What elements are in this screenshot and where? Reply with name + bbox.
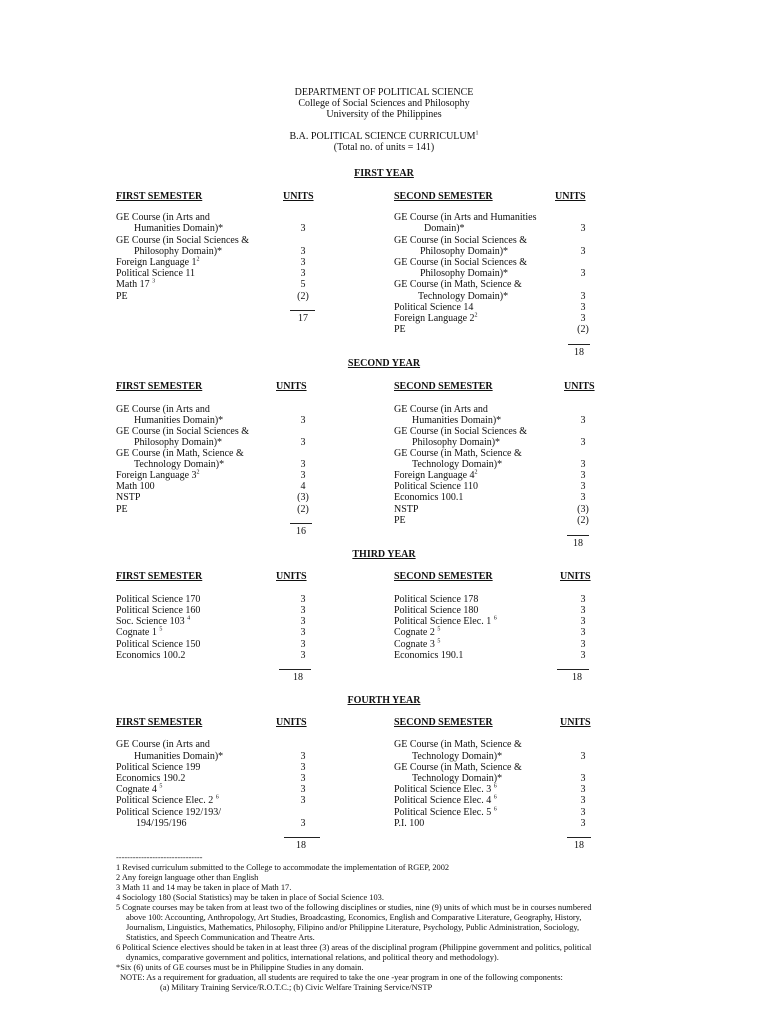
course-line: GE Course (in Arts and (116, 739, 210, 750)
year-title-first: FIRST YEAR (354, 168, 414, 179)
units-heading: UNITS (560, 717, 591, 728)
university-name: University of the Philippines (326, 109, 442, 120)
course-line: PE (116, 291, 128, 302)
units-value: 3 (300, 437, 306, 448)
course-line: GE Course (in Math, Science & (394, 448, 522, 459)
semester-total: 18 (573, 538, 583, 549)
course-line: Political Science Elec. 2 $^6$ (116, 794, 219, 806)
units-value: 3 (580, 437, 586, 448)
second-semester-heading: SECOND SEMESTER (394, 191, 493, 202)
course-line: Philosophy Domain)* (420, 246, 509, 257)
course-line: Political Science 14 (394, 302, 474, 313)
units-value: 3 (580, 784, 586, 795)
course-line: Foreign Language $2^2$ (394, 312, 478, 324)
units-value: 3 (300, 773, 306, 784)
units-value: 3 (580, 268, 586, 279)
units-value: 3 (300, 795, 306, 806)
college-name: College of Social Sciences and Philosophy (298, 98, 470, 109)
course-line: Economics 100.2 (116, 650, 186, 661)
course-line: Political Science 11 (116, 268, 196, 279)
units-value: 3 (580, 302, 586, 313)
course-line: GE Course (in Arts and Humanities (394, 212, 537, 223)
units-value: 3 (580, 415, 586, 426)
units-value: 3 (300, 594, 306, 605)
course-line: Humanities Domain)* (134, 751, 224, 762)
units-value: (2) (577, 515, 589, 526)
units-value: 3 (300, 639, 306, 650)
course-line: Political Science 192/193/ (116, 807, 221, 818)
course-line: Economics 100.1 (394, 492, 464, 503)
course-line: Philosophy Domain)* (420, 268, 509, 279)
units-value: 3 (580, 470, 586, 481)
units-value: (3) (297, 492, 309, 503)
course-line: PE (394, 324, 406, 335)
units-value: 5 (300, 279, 306, 290)
units-value: (3) (577, 504, 589, 515)
total-rule (290, 310, 315, 311)
footnote-6-cont: dynamics, comparative government and politics, international relations, and political theory and methodology). (126, 953, 499, 962)
semester-total: 16 (296, 526, 306, 537)
units-value: 3 (300, 751, 306, 762)
course-line: Math 17 $^3$ (116, 278, 156, 290)
total-units: (Total no. of units = 141) (333, 142, 435, 153)
units-value: 3 (580, 594, 586, 605)
course-line: Domain)* (424, 223, 465, 234)
units-value: 3 (580, 605, 586, 616)
total-rule (567, 837, 591, 838)
units-value: 3 (300, 762, 306, 773)
course-line: Economics 190.2 (116, 773, 186, 784)
units-value: 3 (580, 807, 586, 818)
year-title-second: SECOND YEAR (347, 358, 421, 369)
footnote-nstp-options: (a) Military Training Service/R.O.T.C.; (b) Civic Welfare Training Service/NSTP (160, 983, 433, 992)
footnote-4: 4 Sociology 180 (Social Statistics) may be taken in place of Social Science 103. (116, 893, 384, 902)
course-line: GE Course (in Social Sciences & (394, 235, 528, 246)
course-line: Philosophy Domain)* (412, 437, 501, 448)
course-line: Philosophy Domain)* (134, 437, 223, 448)
course-line: Foreign Language $4^2$ (394, 469, 478, 481)
units-value: 3 (580, 751, 586, 762)
department-title: DEPARTMENT OF POLITICAL SCIENCE (294, 87, 474, 98)
course-line: Cognate 1 $^5$ (116, 626, 163, 638)
footnote-2: 2 Any foreign language other than English (116, 873, 259, 882)
units-value: 3 (580, 313, 586, 324)
course-line: GE Course (in Arts and (116, 404, 210, 415)
course-line: Philosophy Domain)* (134, 246, 223, 257)
units-heading: UNITS (564, 381, 595, 392)
course-line: Cognate 3 $^5$ (394, 638, 441, 650)
course-line: Humanities Domain)* (134, 415, 224, 426)
semester-total: 17 (298, 313, 308, 324)
units-value: 3 (300, 246, 306, 257)
units-heading: UNITS (276, 381, 307, 392)
course-line: Political Science 170 (116, 594, 201, 605)
course-line: Political Science Elec. 5 $^6$ (394, 806, 497, 818)
units-value: 3 (300, 605, 306, 616)
course-line: GE Course (in Math, Science & (116, 448, 244, 459)
course-line: Technology Domain)* (412, 773, 503, 784)
units-heading: UNITS (276, 717, 307, 728)
units-value: 3 (300, 257, 306, 268)
course-line: 194/195/196 (136, 818, 187, 829)
footnote-6: 6 Political Science electives should be taken in at least three (3) areas of the disciplinal program (Philippine government and politics, political (116, 943, 592, 952)
footnote-divider: ------------------------------- (116, 853, 203, 862)
course-line: Political Science 150 (116, 639, 201, 650)
units-heading: UNITS (555, 191, 586, 202)
footnote-1: 1 Revised curriculum submitted to the College to accommodate the implementation of RGEP, 2002 (116, 863, 450, 872)
course-line: Technology Domain)* (134, 459, 225, 470)
units-heading: UNITS (560, 571, 591, 582)
course-line: Political Science 110 (394, 481, 479, 492)
semester-total: 18 (574, 840, 584, 851)
units-value: 3 (300, 616, 306, 627)
footnote-3: 3 Math 11 and 14 may be taken in place of Math 17. (116, 883, 292, 892)
units-value: 3 (300, 818, 306, 829)
course-line: P.I. 100 (394, 818, 425, 829)
course-line: Economics 190.1 (394, 650, 464, 661)
total-rule (284, 837, 320, 838)
units-value: (2) (297, 291, 309, 302)
course-line: GE Course (in Social Sciences & (394, 426, 528, 437)
course-line: Cognate 4 $^5$ (116, 783, 163, 795)
course-line: PE (116, 504, 128, 515)
footnote-5-cont: above 100: Accounting, Anthropology, Art Studies, Broadcasting, Economics, English and Comparative Literature, Geography, History, (126, 913, 582, 922)
course-line: GE Course (in Social Sciences & (394, 257, 528, 268)
total-rule (557, 669, 589, 670)
semester-total: 18 (572, 672, 582, 683)
course-line: Humanities Domain)* (134, 223, 224, 234)
course-line: GE Course (in Arts and (394, 404, 488, 415)
footnote-5-cont: Journalism, Linguistics, Mathematics, Philosophy, Filipino and/or Philippine Literature, Psychology, Public Administration, Sociology, (126, 923, 580, 932)
units-value: 3 (580, 481, 586, 492)
course-line: Political Science Elec. 4 $^6$ (394, 794, 497, 806)
total-rule (567, 535, 589, 536)
total-rule (568, 344, 590, 345)
units-value: 3 (300, 627, 306, 638)
units-value: 3 (580, 773, 586, 784)
footnote-5: 5 Cognate courses may be taken from at least two of the following disciplines or studies, nine (9) units of which must be in courses numbered (116, 903, 592, 912)
units-value: 3 (300, 459, 306, 470)
course-line: Political Science Elec. 1 $^6$ (394, 615, 497, 627)
course-line: Foreign Language $1^2$ (116, 256, 200, 268)
units-value: 3 (580, 616, 586, 627)
first-semester-heading: FIRST SEMESTER (116, 571, 203, 582)
course-line: PE (394, 515, 406, 526)
units-value: 3 (580, 492, 586, 503)
course-line: GE Course (in Social Sciences & (116, 426, 250, 437)
units-value: 3 (580, 291, 586, 302)
units-value: 3 (300, 268, 306, 279)
course-line: Political Science 160 (116, 605, 201, 616)
course-line: Cognate 2 $^5$ (394, 626, 441, 638)
semester-total: 18 (293, 672, 303, 683)
units-value: (2) (297, 504, 309, 515)
units-value: (2) (577, 324, 589, 335)
course-line: GE Course (in Math, Science & (394, 762, 522, 773)
course-line: NSTP (394, 504, 419, 515)
units-value: 3 (300, 415, 306, 426)
year-title-fourth: FOURTH YEAR (347, 695, 421, 706)
footnote-nstp-note: NOTE: As a requirement for graduation, all students are required to take the one -year program in one of the following components: (120, 973, 563, 982)
course-line: Foreign Language $3^2$ (116, 469, 200, 481)
course-line: GE Course (in Social Sciences & (116, 235, 250, 246)
second-semester-heading: SECOND SEMESTER (394, 717, 493, 728)
first-semester-heading: FIRST SEMESTER (116, 717, 203, 728)
course-line: GE Course (in Math, Science & (394, 739, 522, 750)
course-line: GE Course (in Math, Science & (394, 279, 522, 290)
course-line: Political Science 178 (394, 594, 479, 605)
units-value: 3 (300, 223, 306, 234)
units-value: 3 (580, 795, 586, 806)
course-line: Technology Domain)* (418, 291, 509, 302)
course-line: Humanities Domain)* (412, 415, 502, 426)
units-value: 3 (580, 818, 586, 829)
course-line: Political Science Elec. 3 $^6$ (394, 783, 497, 795)
footnote-ge-note: *Six (6) units of GE courses must be in Philippine Studies in any domain. (116, 963, 364, 972)
total-rule (290, 523, 312, 524)
footnote-5-cont: Statistics, and Speech Communication and Theatre Arts. (126, 933, 315, 942)
curriculum-title: B.A. POLITICAL SCIENCE CURRICULUM$^1$ (289, 130, 479, 142)
first-semester-heading: FIRST SEMESTER (116, 381, 203, 392)
semester-total: 18 (296, 840, 306, 851)
units-value: 3 (580, 223, 586, 234)
second-semester-heading: SECOND SEMESTER (394, 381, 493, 392)
units-value: 3 (580, 639, 586, 650)
units-value: 3 (580, 650, 586, 661)
total-rule (279, 669, 311, 670)
course-line: NSTP (116, 492, 141, 503)
units-value: 3 (300, 470, 306, 481)
units-heading: UNITS (276, 571, 307, 582)
units-value: 3 (300, 650, 306, 661)
course-line: Political Science 180 (394, 605, 479, 616)
units-value: 3 (580, 246, 586, 257)
units-value: 3 (580, 627, 586, 638)
second-semester-heading: SECOND SEMESTER (394, 571, 493, 582)
units-value: 3 (580, 459, 586, 470)
semester-total: 18 (574, 347, 584, 358)
units-value: 4 (300, 481, 306, 492)
course-line: Technology Domain)* (412, 459, 503, 470)
course-line: Soc. Science 103 $^4$ (116, 615, 191, 627)
units-value: 3 (300, 784, 306, 795)
course-line: Math 100 (116, 481, 155, 492)
units-heading: UNITS (283, 191, 314, 202)
first-semester-heading: FIRST SEMESTER (116, 191, 203, 202)
course-line: GE Course (in Arts and (116, 212, 210, 223)
course-line: Technology Domain)* (412, 751, 503, 762)
year-title-third: THIRD YEAR (352, 549, 416, 560)
course-line: Political Science 199 (116, 762, 201, 773)
